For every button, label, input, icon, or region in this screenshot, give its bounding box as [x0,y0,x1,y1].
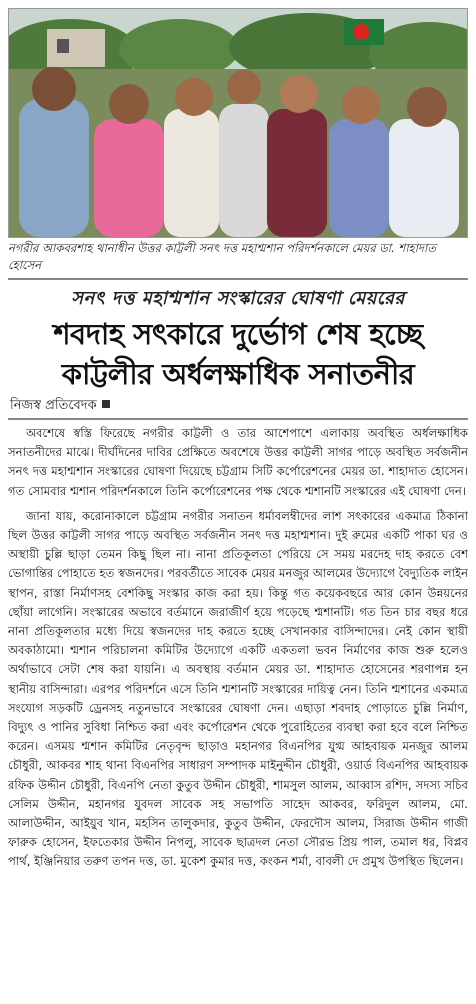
paragraph-1: অবশেষে স্বস্তি ফিরেছে নগরীর কাট্টলী ও তার আশেপাশে এলাকায় অবস্থিত অর্ধলক্ষাধিক সনাতনীদের মাঝে। দীর্ঘদিনের দাবির প্রেক্ষিতে অবশেষে উত্তর কাট্টলী সাগর পাড়ে অবস্থিত সর্বজনীন সনৎ দত্ত মহাশ্মশান সংস্কারের ঘোষণা দিয়েছে চট্টগ্রাম সিটি কর্পোরেশনের মেয়র ডা. শাহাদাত হোসেন। গত সোমবার শ্মশান পরিদর্শনকালে তিনি কর্পোরেশনের পক্ষ থেকে শ্মশানটি সংস্কারের এই ঘোষণা দেন। [8,426,468,498]
article-body [8,424,468,1000]
photo-caption: নগরীর আকবরশাহ থানাধীন উত্তর কাট্টলী সনৎ দত্ত মহাশ্মশান পরিদর্শনকালে মেয়র ডা. শাহাদাত হোসেন [8,241,436,272]
byline [10,396,110,417]
divider [8,278,468,280]
headline-line-2: কাট্টলীর অর্ধলক্ষাধিক সনাতনীর [61,357,415,391]
divider [8,418,468,420]
byline-text: নিজস্ব প্রতিবেদক [10,398,97,413]
news-photo [8,8,468,238]
square-bullet-icon [102,400,110,408]
photo-illustration [9,9,467,237]
kicker-headline: সনৎ দত্ত মহাশ্মশান সংস্কারের ঘোষণা মেয়রের [71,288,405,309]
main-headline [8,314,468,394]
paragraph-2: জানা যায়, করোনাকালে চট্টগ্রাম নগরীর সনাতন ধর্মাবলম্বীদের লাশ সৎকারের একমাত্র ঠিকানা ছিল উত্তর কাট্টলী সাগর পাড়ে অবস্থিত সর্বজনীন সনৎ দত্ত মহাশ্মশান। দুই রুমের একটি পাকা ঘর ও অস্থায়ী চুল্লি ছাড়া তেমন কিছু ছিল না। নানা প্রতিকূলতা পেরিয়ে সে সময় মরদেহ দাহ করতে বেশ ভোগান্তির পোহাতে হত স্বজনদের। পরবর্তীতে সাবেক মেয়র মনজুর আলমের উদ্যোগে বৈদ্যুতিক লাইন স্থাপন, রাস্তা নির্মাণসহ বেশকিছু সংস্কার কাজ করা হয়। কিন্তু গত কয়েকবছরে আর কোন উন্নয়নের ছোঁয়া লাগেনি। সংস্কারের অভাবে বর্তমানে জরাজীর্ণ হয়ে পড়েছে শ্মশানটি। গত তিন চার বছর ধরে নানা প্রতিকূলতার মধ্যে দিয়ে স্বজনদের দাহ করতে হচ্ছে সেখানকার বাসিন্দাদের। নেই কোন স্থায়ী অবকাঠামো। শ্মশান পরিচালনা কমিটির উদ্যোগে একটি একতলা ভবন নির্মাণের কাজ শুরু হলেও অর্থাভাবে সেটা শেষ করা যায়নি। এ অবস্থায় বর্তমান মেয়র ডা. শাহাদাত হোসেনের শরণাপন্ন হন স্থানীয় বাসিন্দারা। এরপর পরিদর্শনে এসে তিনি শ্মশানটি সংস্কারের দায়িত্ব নেন। তিনি শ্মশানের একমাত্র সংযোগ সড়কটি ড্রেনসহ নতুনভাবে সংস্কারের ঘোষণা দেন। এছাড়া শবদাহ পোড়াতে চুল্লি নির্মাণ, বিদ্যুৎ ও পানির সুবিধা নিশ্চিত করা এবং কর্পোরেশন থেকে পুরোহিতের ব্যবস্থা করা হবে বলে নিশ্চিত করেন। এসময় শ্মশান কমিটির নেতৃবৃন্দ ছাড়াও মহানগর বিএনপির যুগ্ম আহবায়ক মনজুর আলম চৌধুরী, আকবর শাহ থানা বিএনপির সাধারণ সম্পাদক মাইনুদ্দীন চৌধুরী, ওয়ার্ড বিএনপির আহবায়ক রফিক উদ্দীন চৌধুরী, বিএনপি নেতা কুতুব উদ্দীন চৌধুরী, শামসুল আলম, আব্বাস রশিদ, সদস্য সচিব সেলিম উদ্দীন, মহানগর যুবদল সাবেক সহ সভাপতি সাহেদ আকবর, ফরিদুল আলম, মো. আলাউদ্দীন, আইয়ুব খান, মহসিন তালুকদার, কুতুব উদ্দীন, ফেরদৌস আলম, সিরাজ উদ্দীন গাজী ফারুক হোসেন, ইফতেকার উদ্দীন নিপলু, সাবেক ছাত্রদল নেতা সৌরভ প্রিয় পাল, তমাল ধর, বিপ্লব পার্থ, ইঞ্জিনিয়ার তরুণ তপন দত্ত, ডা. মুকেশ কুমার দত্ত, কংকন শর্মা, বাবলী দে প্রমুখ উপস্থিত ছিলেন। [8,508,468,869]
headline-line-1: শবদাহ সৎকারে দুর্ভোগ শেষ হচ্ছে [53,317,423,351]
